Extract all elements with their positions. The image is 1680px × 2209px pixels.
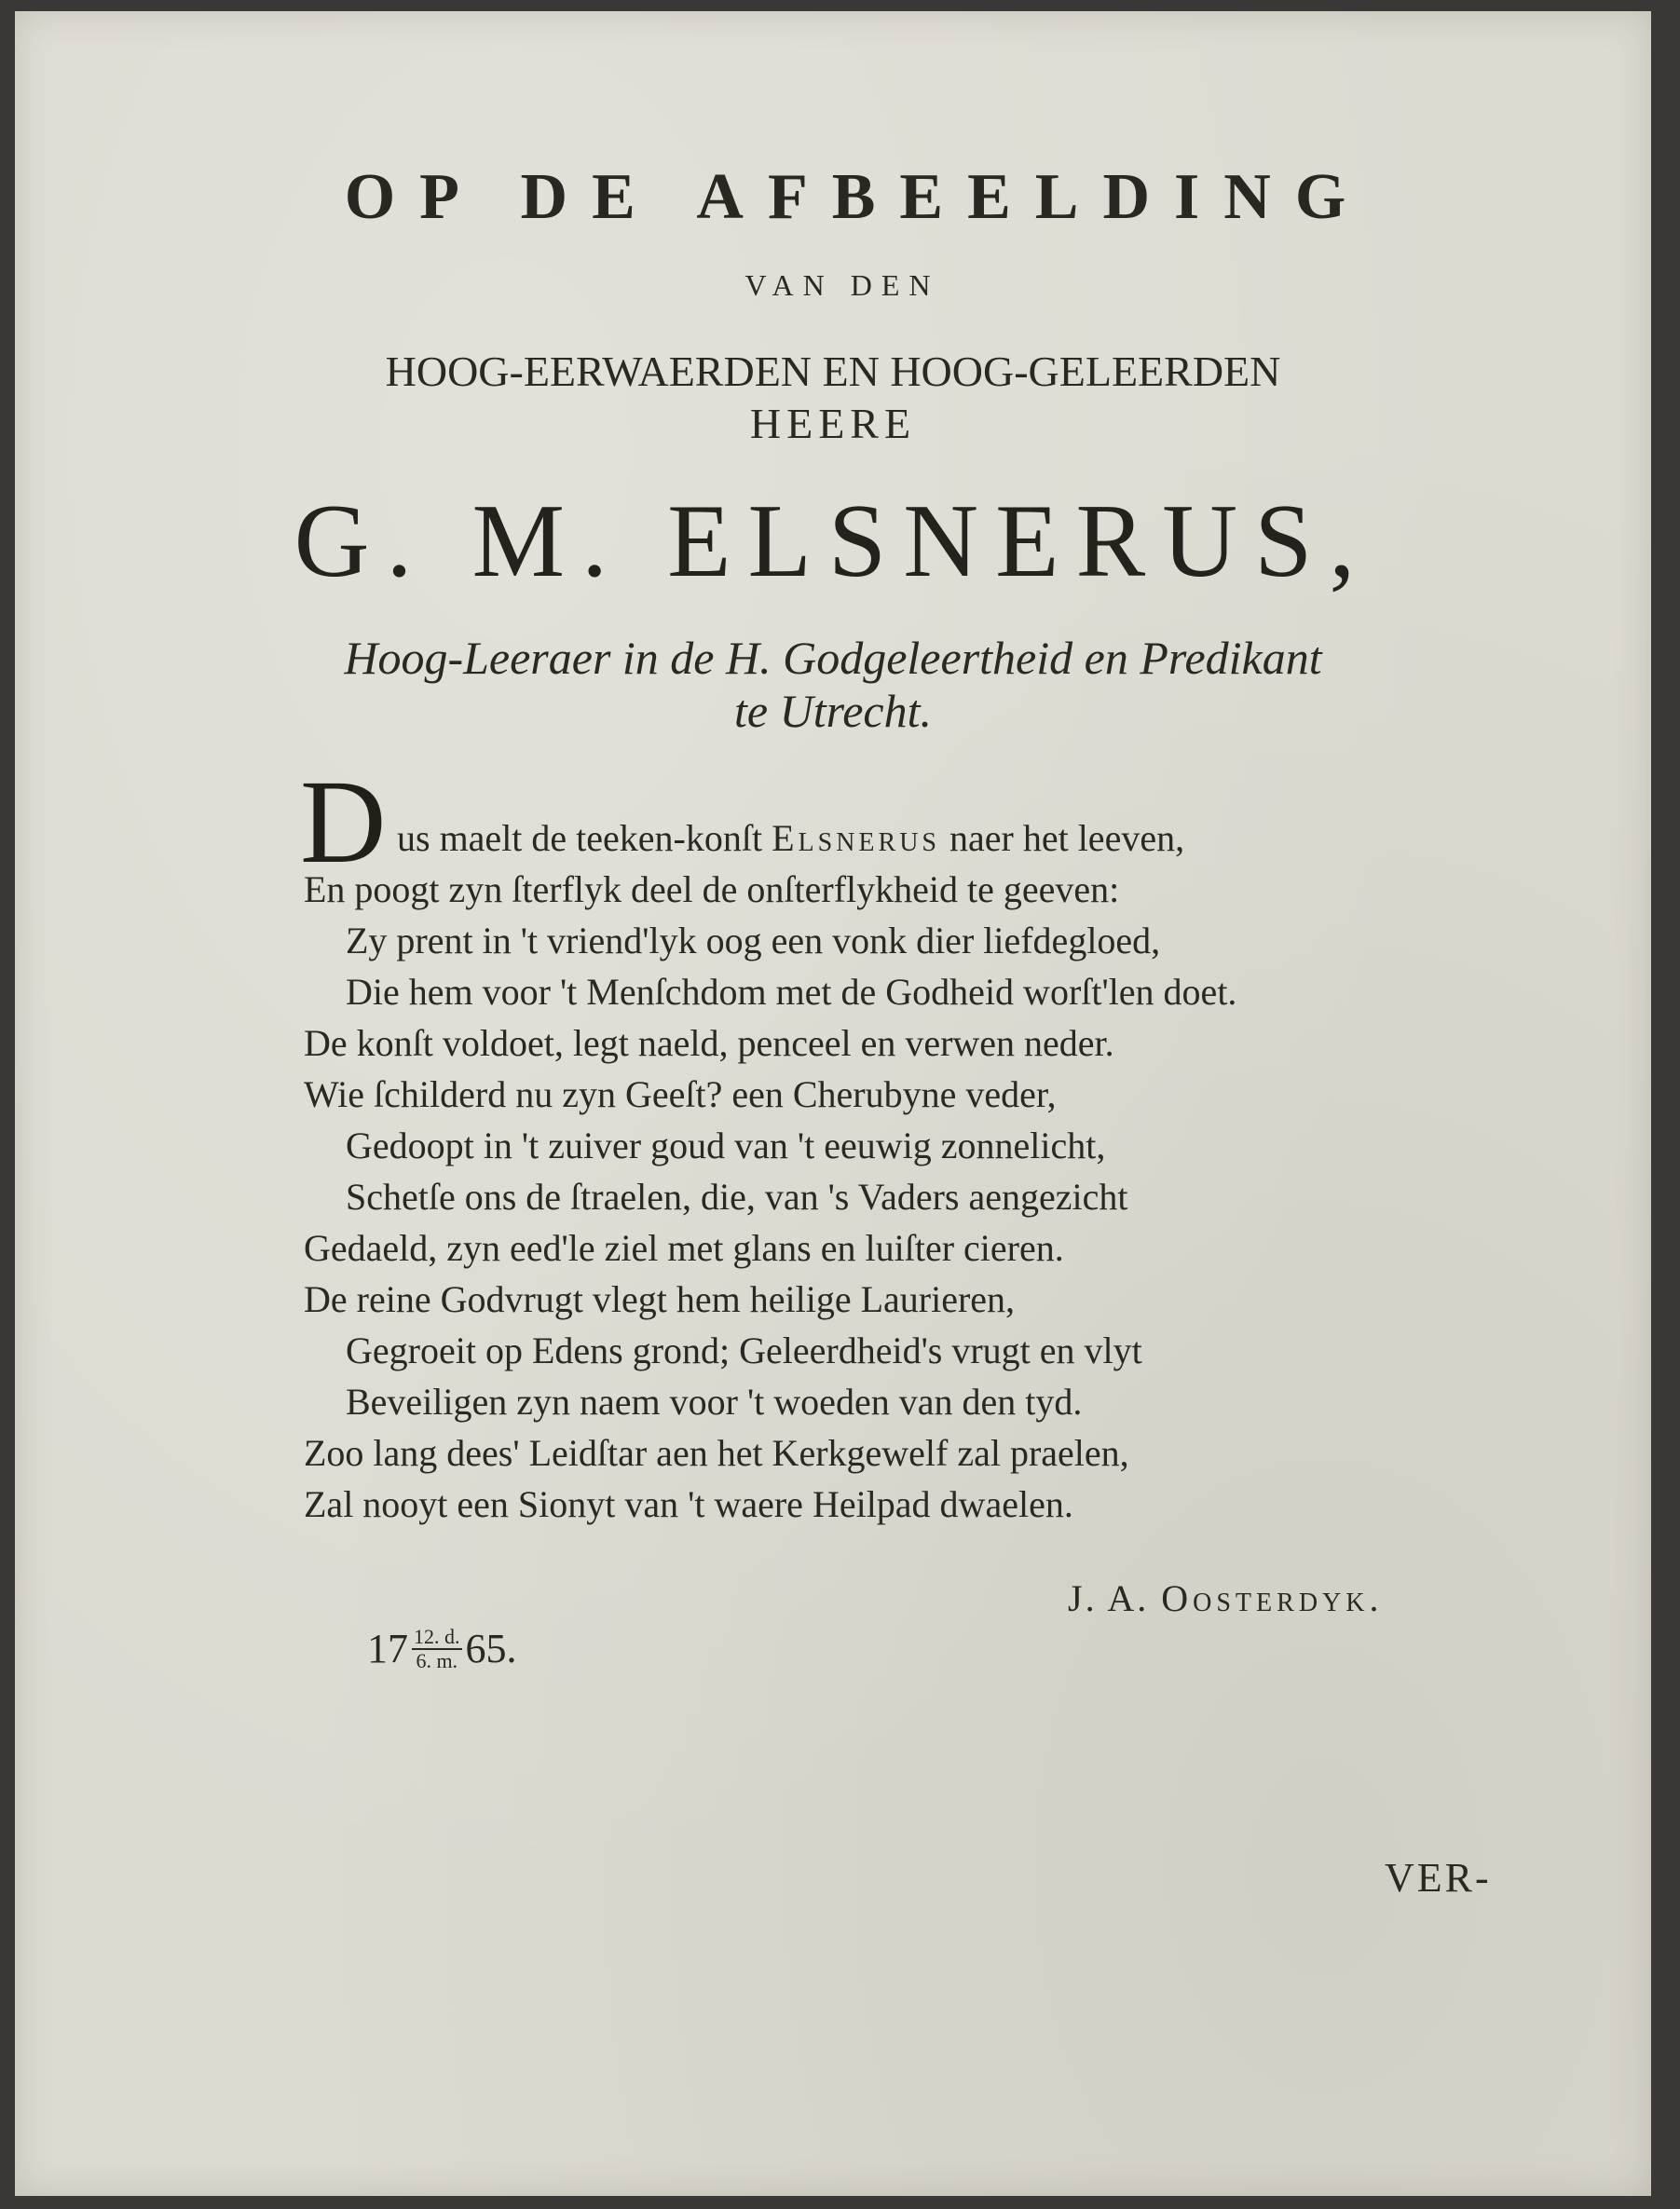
date-suffix: 65. <box>465 1626 517 1671</box>
catchword: VER- <box>1385 1855 1492 1901</box>
date-fraction <box>412 1626 462 1672</box>
poem-line: De konſt voldoet, legt naeld, penceel en verwen neder. <box>304 1022 1114 1064</box>
heading-line-1: OP DE AFBEELDING <box>344 161 1371 233</box>
subtitle-line-1: Hoog-Leeraer in de H. Godgeleertheid en Predikant <box>344 632 1322 684</box>
heading-line-4: HEERE <box>749 400 917 447</box>
poem-line: Wie ſchilderd nu zyn Geeſt? een Cherubyne veder, <box>304 1073 1057 1115</box>
date-denominator: 6. m. <box>416 1648 458 1672</box>
poem-line: De reine Godvrugt vlegt hem heilige Laurieren, <box>304 1278 1016 1320</box>
poem-line: Die hem voor 't Menſchdom met de Godheid worſt'len doet. <box>346 971 1237 1013</box>
poem-line-1-part-b: naer het leeven, <box>940 817 1185 859</box>
signature-surname: Oosterdyk. <box>1161 1577 1384 1619</box>
poem-line: Beveiligen zyn naem voor 't woeden van den tyd. <box>346 1381 1083 1423</box>
poem-line: Gedoopt in 't zuiver goud van 't eeuwig zonnelicht, <box>346 1125 1106 1166</box>
poem-line: En poogt zyn ſterflyk deel de onſterflykheid te geeven: <box>304 868 1120 910</box>
heading-line-2: VAN DEN <box>744 268 940 302</box>
poem-line: Gedaeld, zyn eed'le ziel met glans en luiſter cieren. <box>304 1227 1064 1269</box>
poem <box>300 756 1515 1530</box>
signature-initials: J. A. <box>1068 1577 1162 1619</box>
heading-line-3: HOOG-EERWAERDEN EN HOOG-GELEERDEN <box>385 348 1281 395</box>
poem-line: Zy prent in 't vriend'lyk oog een vonk dier liefdegloed, <box>346 920 1161 961</box>
poem-line: Gegroeit op Edens grond; Geleerdheid's vrugt en vlyt <box>346 1329 1142 1371</box>
poem-line-1-name: Elsnerus <box>772 817 940 859</box>
poem-line-1-part-a: us maelt de teeken-konſt <box>397 817 772 859</box>
document-page <box>15 11 1651 2196</box>
date-numerator: 12. d. <box>414 1624 460 1648</box>
poem-line: Zoo lang dees' Leidſtar aen het Kerkgewelf zal praelen, <box>304 1432 1129 1474</box>
poem-line-1 <box>300 756 1515 888</box>
date <box>367 1625 517 1672</box>
drop-cap: D <box>300 756 387 888</box>
signature <box>1068 1576 1383 1620</box>
honoree-name: G. M. ELSNERUS, <box>294 484 1373 599</box>
poem-line: Schetſe ons de ſtraelen, die, van 's Vaders aengezicht <box>346 1176 1128 1218</box>
subtitle-line-2: te Utrecht. <box>734 685 932 737</box>
poem-lines <box>304 864 1515 1530</box>
poem-line: Zal nooyt een Sionyt van 't waere Heilpad dwaelen. <box>304 1483 1073 1525</box>
date-prefix: 17 <box>367 1626 408 1671</box>
